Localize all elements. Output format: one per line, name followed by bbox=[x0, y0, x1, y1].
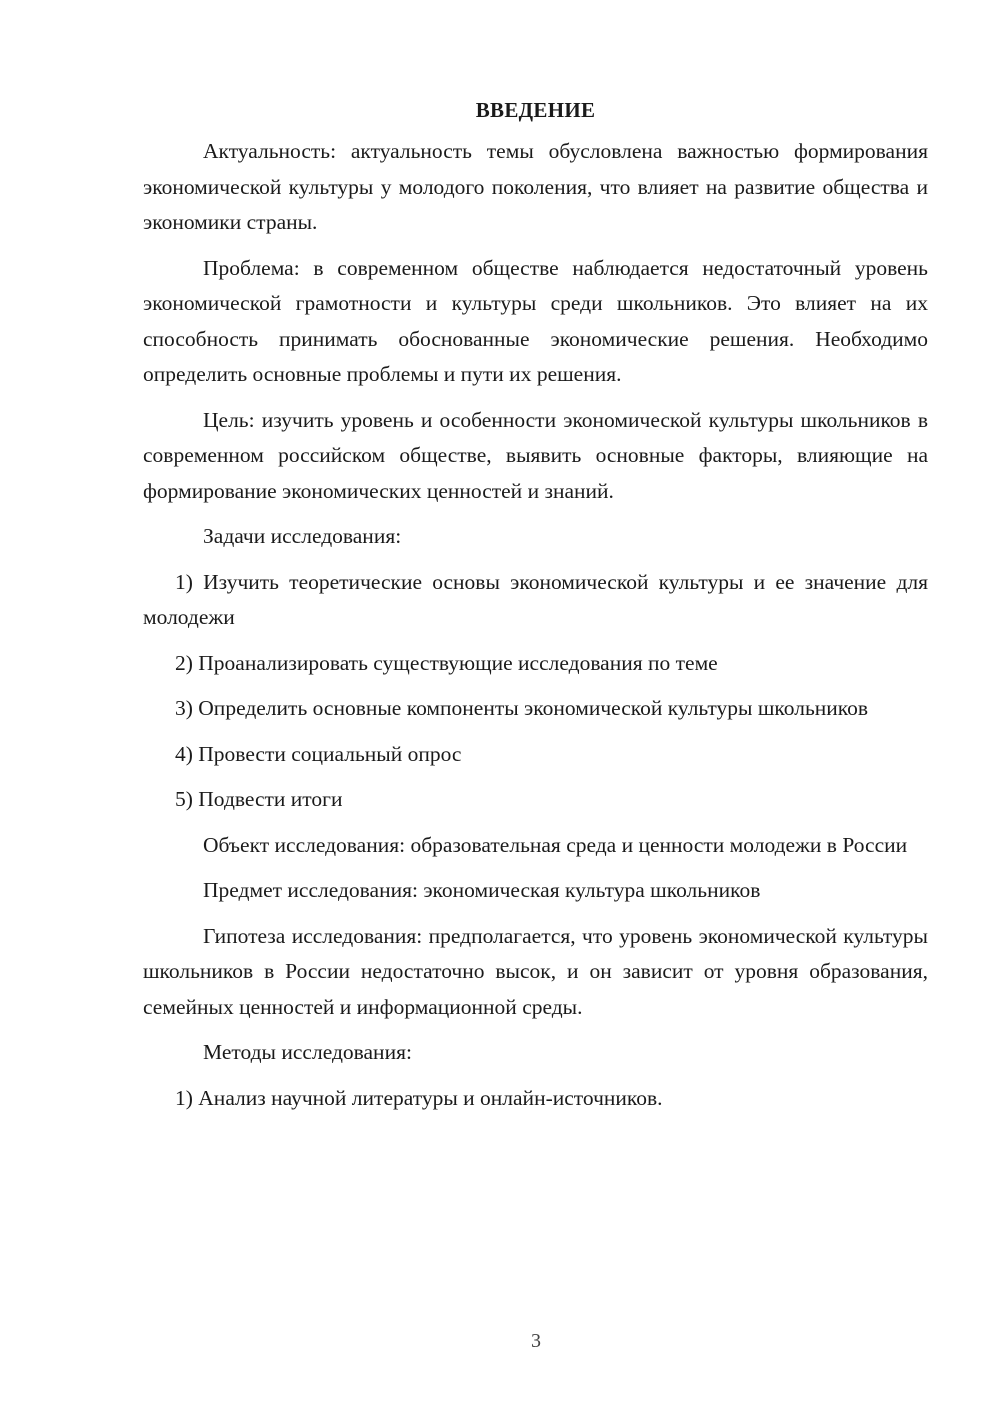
tasks-heading: Задачи исследования: bbox=[203, 524, 402, 548]
document-page bbox=[143, 96, 928, 1126]
page-title: ВВЕДЕНИЕ bbox=[475, 98, 596, 122]
paragraph-subject: Предмет исследования: экономическая культура школьников bbox=[203, 878, 761, 902]
list-item-task-1: 1) Изучить теоретические основы экономической культуры и ее значение для молодежи bbox=[143, 569, 928, 629]
methods-heading: Методы исследования: bbox=[203, 1040, 412, 1064]
paragraph-relevance: Актуальность: актуальность темы обусловлена важностью формирования экономической культуры у молодого поколения, что влияет на развитие общества и экономики страны. bbox=[143, 139, 928, 234]
list-item-task-5: 5) Подвести итоги bbox=[175, 787, 343, 811]
list-item-task-4: 4) Провести социальный опрос bbox=[175, 741, 462, 766]
list-item-task-3: 3) Определить основные компоненты экономической культуры школьников bbox=[175, 696, 869, 720]
paragraph-hypothesis: Гипотеза исследования: предполагается, что уровень экономической культуры школьников в России недостаточно высок, и он зависит от уровня образования, семейных ценностей и информационной среды. bbox=[143, 923, 928, 1019]
list-item-task-2: 2) Проанализировать существующие исследования по теме bbox=[175, 650, 718, 675]
paragraph-problem: Проблема: в современном обществе наблюдается недостаточный уровень экономической грамотности и культуры среди школьников. Это влияет на их способность принимать обоснованные экономические решения. Необходимо определить основные проблемы и пути их решения. bbox=[143, 255, 928, 386]
paragraph-goal: Цель: изучить уровень и особенности экономической культуры школьников в современном российском обществе, выявить основные факторы, влияющие на формирование экономических ценностей и знаний. bbox=[143, 407, 928, 503]
list-item-method-1: 1) Анализ научной литературы и онлайн-источников. bbox=[175, 1085, 663, 1110]
page-number: 3 bbox=[531, 1330, 541, 1352]
paragraph-object: Объект исследования: образовательная среда и ценности молодежи в России bbox=[203, 832, 908, 857]
